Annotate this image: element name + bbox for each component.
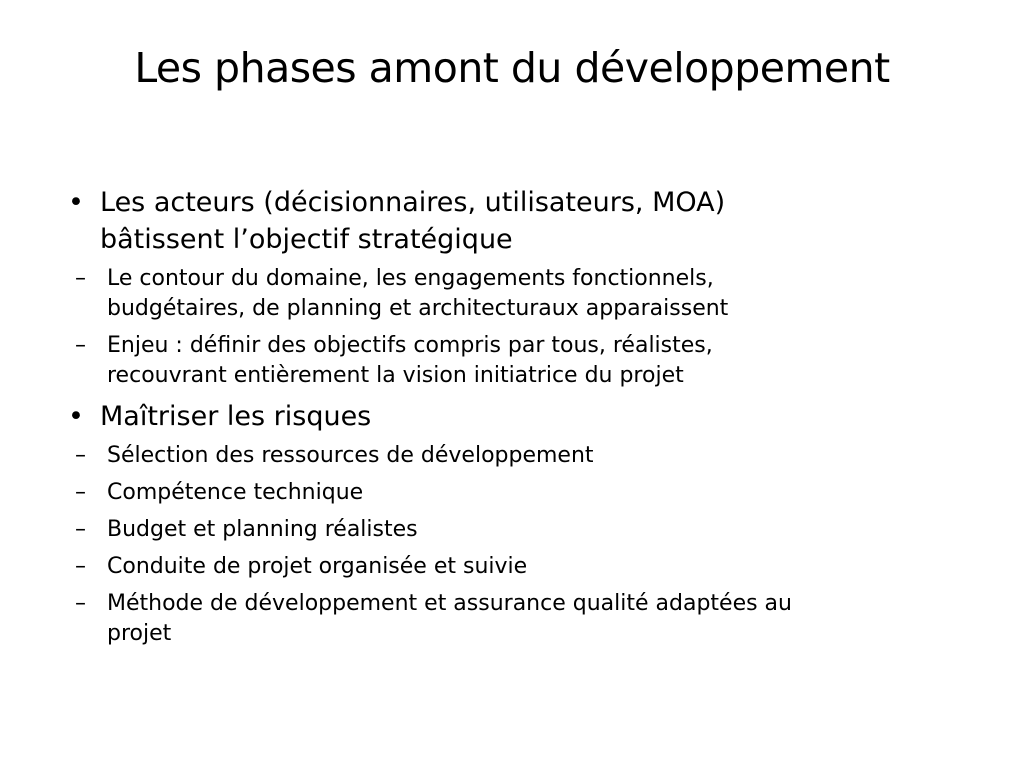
sub-bullet-list: [62, 264, 962, 391]
sub-bullet-text-line: Compétence technique: [107, 480, 364, 505]
sub-bullet-text-line: budgétaires, de planning et architecturaux apparaissent: [107, 296, 729, 321]
bullet-text-line: Les acteurs (décisionnaires, utilisateurs, MOA): [100, 187, 726, 218]
bullet-text-line: Maîtriser les risques: [100, 401, 372, 432]
dash-marker: –: [75, 333, 86, 358]
sub-bullet-text-line: Enjeu : définir des objectifs compris par tous, réalistes,: [107, 333, 713, 358]
sub-bullet-item: [24, 478, 962, 508]
sub-bullet-text-line: Budget et planning réalistes: [107, 517, 418, 542]
bullet-marker: •: [68, 401, 84, 432]
sub-bullet-text-line: Le contour du domaine, les engagements fonctionnels,: [107, 266, 714, 291]
sub-bullet-text-line: projet: [107, 621, 172, 646]
bullet-marker: •: [68, 187, 84, 218]
sub-bullet-item: [24, 441, 962, 471]
sub-bullet-item: [24, 515, 962, 545]
sub-bullet-item: [24, 331, 962, 391]
dash-marker: –: [75, 480, 86, 505]
dash-marker: –: [75, 591, 86, 616]
sub-bullet-text-line: Conduite de projet organisée et suivie: [107, 554, 528, 579]
bullet-text-line: bâtissent l’objectif stratégique: [100, 224, 513, 255]
dash-marker: –: [75, 266, 86, 291]
sub-bullet-text-line: Sélection des ressources de développement: [107, 443, 594, 468]
bullet-item: [62, 398, 962, 435]
sub-bullet-item: [24, 264, 962, 324]
sub-bullet-list: [62, 441, 962, 649]
bullet-list: [62, 184, 962, 656]
sub-bullet-text-line: Méthode de développement et assurance qualité adaptées au: [107, 591, 792, 616]
sub-bullet-item: [24, 552, 962, 582]
dash-marker: –: [75, 554, 86, 579]
slide-title: Les phases amont du développement: [134, 44, 890, 92]
dash-marker: –: [75, 517, 86, 542]
sub-bullet-text-line: recouvrant entièrement la vision initiatrice du projet: [107, 363, 684, 388]
dash-marker: –: [75, 443, 86, 468]
sub-bullet-item: [24, 589, 962, 649]
bullet-item: [62, 184, 962, 258]
